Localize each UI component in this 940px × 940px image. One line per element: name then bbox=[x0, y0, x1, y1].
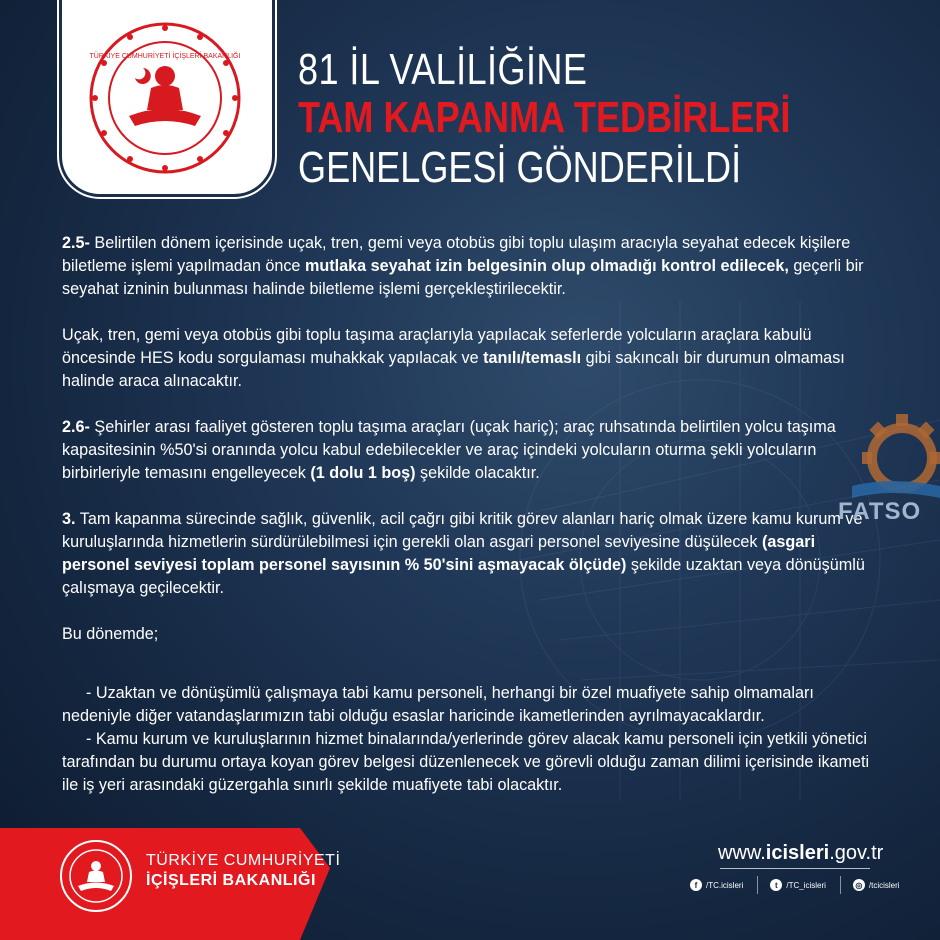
paragraph-text: şekilde olacaktır. bbox=[415, 464, 540, 482]
paragraph-hes bbox=[62, 324, 882, 393]
ministry-logo-card bbox=[62, 0, 272, 194]
footer-title-line-2: İÇİŞLERİ BAKANLIĞI bbox=[146, 872, 316, 889]
social-links bbox=[690, 876, 914, 894]
instagram-link[interactable] bbox=[853, 879, 900, 891]
paragraph-text: gibi sakıncalı bir durumun olmaması halinde araca alınacaktır. bbox=[62, 349, 845, 390]
url-suffix: .gov.tr bbox=[829, 842, 884, 864]
facebook-link[interactable] bbox=[690, 879, 743, 891]
ministry-emblem-icon bbox=[85, 18, 245, 178]
paragraph-text: Belirtilen dönem içerisinde uçak, tren, gemi veya otobüs gibi toplu ulaşım aracıyla seyahat edecek kişilere biletleme işlemi yapılmadan önce bbox=[62, 234, 851, 275]
item-number: 2.6- bbox=[62, 418, 90, 436]
paragraph-text: Şehirler arası faaliyet gösteren toplu taşıma araçları (uçak hariç); araç ruhsatında belirtilen yolcu taşıma kapasitesinin %50'si oranında yolcu kabul edebilecekler ve araç içindeki yolcuların oturma şekli yolcuların birbirleriyle temasını engelleyecek bbox=[62, 418, 836, 482]
emphasis-text: mutlaka seyahat izin belgesinin olup olmadığı kontrol edilecek, bbox=[304, 257, 789, 275]
social-handle: /TC_icisleri bbox=[786, 880, 826, 890]
instagram-icon: ◎ bbox=[853, 879, 865, 891]
twitter-icon: t bbox=[770, 879, 782, 891]
list-item-text: - Kamu kurum ve kuruluşlarının hizmet binalarında/yerlerinde görev alacak kamu personeli için yetkili yönetici tarafından bu durumu ortaya koyan görev belgesi düzenlenecek ve görevli olduğu zaman dilimi içerisinde ikameti ile iş yeri arasındaki güzergahla sınırlı şekilde muafiyete tabi olacaktır. bbox=[62, 730, 870, 794]
url-domain: icisleri bbox=[765, 842, 830, 864]
emphasis-text: tanılı/temaslı bbox=[483, 349, 582, 367]
website-link[interactable] bbox=[718, 842, 883, 865]
ministry-emblem-small-icon bbox=[58, 838, 134, 914]
paragraph-bu-donemde: Bu dönemde; bbox=[62, 625, 159, 643]
divider bbox=[840, 876, 841, 894]
list-item-text: - Uzaktan ve dönüşümlü çalışmaya tabi kamu personeli, herhangi bir özel muafiyete sahip olmamaları nedeniyle diğer vatandaşlarımızın tabi olduğu esaslar haricinde ikametlerinden ayrılmayacaklardır. bbox=[62, 684, 814, 725]
paragraph-text: geçerli bir seyahat izninin bulunması halinde biletleme işlemi gerçekleştirilecektir. bbox=[62, 257, 864, 298]
emphasis-text: (asgari personel seviyesi toplam personel sayısının % 50'sini aşmayacak ölçüde) bbox=[62, 533, 816, 574]
watermark-text: FATSO bbox=[838, 498, 922, 525]
svg-text:TÜRKİYE CUMHURİYETİ İÇİŞLERİ B: TÜRKİYE CUMHURİYETİ İÇİŞLERİ BAKANLIĞI bbox=[89, 53, 241, 60]
url-underline bbox=[720, 868, 870, 869]
paragraph-2-6 bbox=[62, 416, 882, 485]
item-number: 2.5- bbox=[62, 234, 90, 252]
twitter-link[interactable] bbox=[770, 879, 826, 891]
paragraph-text: şekilde uzaktan veya dönüşümlü çalışmaya geçilecektir. bbox=[62, 556, 865, 597]
headline-line-3: GENELGESİ GÖNDERİLDİ bbox=[298, 143, 742, 192]
emphasis-text: (1 dolu 1 boş) bbox=[310, 464, 416, 482]
list-item bbox=[62, 728, 882, 797]
facebook-icon: f bbox=[690, 879, 702, 891]
list-item bbox=[62, 682, 882, 728]
headline-line-2: TAM KAPANMA TEDBİRLERİ bbox=[298, 93, 791, 142]
divider bbox=[757, 876, 758, 894]
social-handle: /tcicisleri bbox=[868, 880, 900, 890]
announcement-body bbox=[62, 232, 882, 797]
paragraph-text: Tam kapanma sürecinde sağlık, güvenlik, acil çağrı gibi kritik görev alanları hariç olmak üzere kamu kurum ve kuruluşlarında hizmetlerin sürdürülebilmesi için gerekli olan asgari personel seviyesine düşülecek bbox=[62, 510, 863, 551]
headline bbox=[298, 45, 898, 192]
footer-title-line-1: TÜRKİYE CUMHURİYETİ bbox=[146, 852, 341, 869]
social-handle: /TC.icisleri bbox=[706, 880, 744, 890]
url-prefix: www. bbox=[718, 842, 766, 864]
headline-line-1: 81 İL VALİLİĞİNE bbox=[298, 45, 588, 94]
paragraph-3 bbox=[62, 508, 882, 600]
paragraph-2-5 bbox=[62, 232, 882, 301]
paragraph-text: Uçak, tren, gemi veya otobüs gibi toplu taşıma araçlarıyla yapılacak seferlerde yolcuların araçlara kabulü öncesinde HES kodu sorgulaması muhakkak yapılacak ve bbox=[62, 326, 812, 367]
item-number: 3. bbox=[62, 510, 76, 528]
